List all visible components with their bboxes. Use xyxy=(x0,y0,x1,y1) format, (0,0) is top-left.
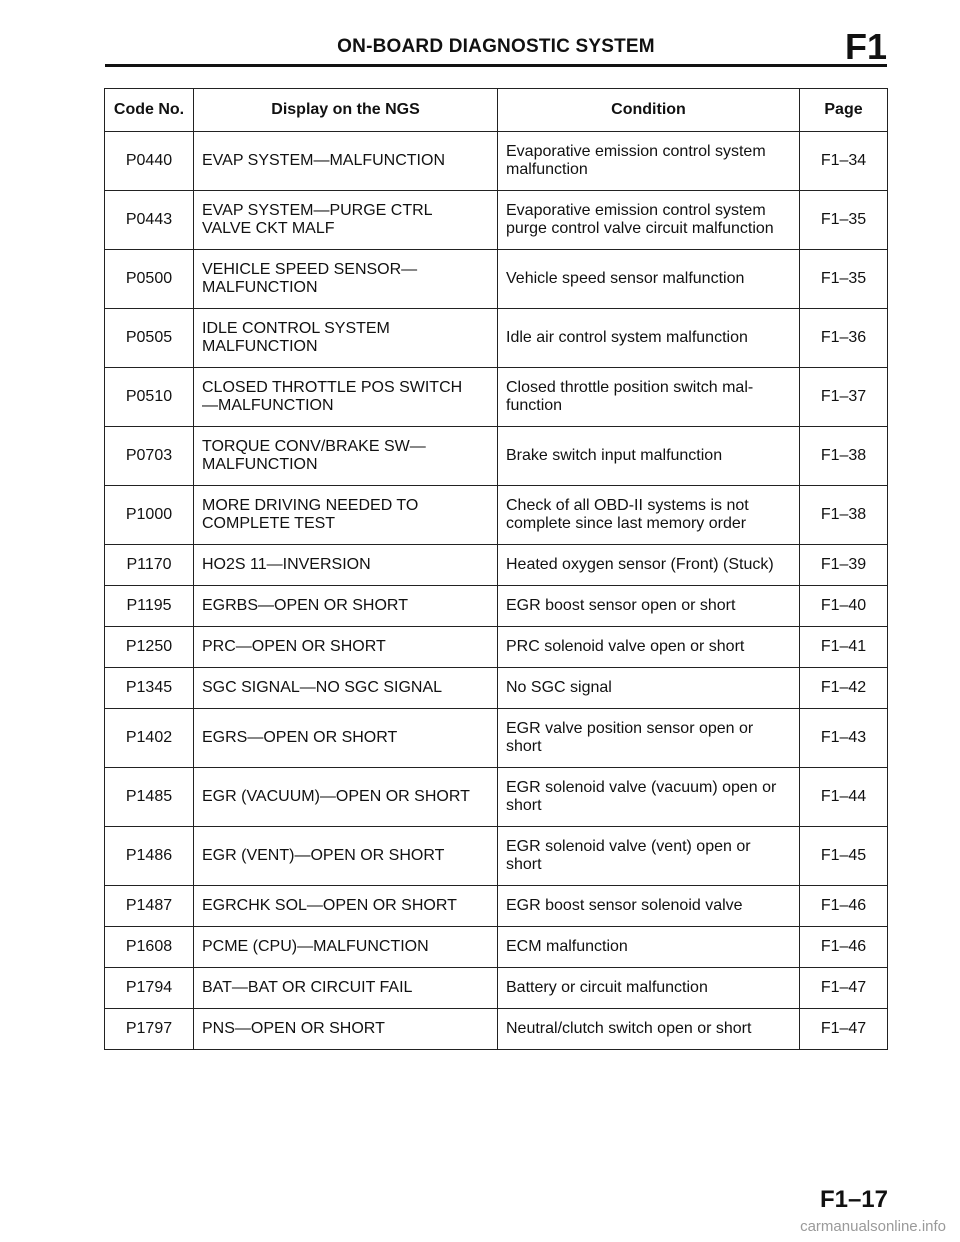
display-cell: EGRBS—OPEN OR SHORT xyxy=(194,586,498,627)
display-cell: PNS—OPEN OR SHORT xyxy=(194,1009,498,1050)
page-cell: F1–44 xyxy=(800,768,888,827)
page-cell: F1–37 xyxy=(800,368,888,427)
condition-cell: ECM malfunction xyxy=(498,927,800,968)
display-cell: EVAP SYSTEM—PURGE CTRL VALVE CKT MALF xyxy=(194,191,498,250)
table-row xyxy=(105,668,888,709)
table-row xyxy=(105,827,888,886)
table-row xyxy=(105,886,888,927)
page-cell: F1–35 xyxy=(800,191,888,250)
table-row xyxy=(105,191,888,250)
display-cell: CLOSED THROTTLE POS SWITCH —MALFUNCTION xyxy=(194,368,498,427)
condition-cell: Closed throttle position switch mal- function xyxy=(498,368,800,427)
code-cell: P1608 xyxy=(105,927,194,968)
page-cell: F1–38 xyxy=(800,486,888,545)
code-cell: P1486 xyxy=(105,827,194,886)
code-cell: P1487 xyxy=(105,886,194,927)
table-row xyxy=(105,768,888,827)
table-row xyxy=(105,250,888,309)
table-row xyxy=(105,627,888,668)
table-row xyxy=(105,309,888,368)
code-cell: P0440 xyxy=(105,132,194,191)
table-row xyxy=(105,486,888,545)
display-cell: PRC—OPEN OR SHORT xyxy=(194,627,498,668)
table-row xyxy=(105,132,888,191)
page-cell: F1–38 xyxy=(800,427,888,486)
condition-cell: No SGC signal xyxy=(498,668,800,709)
condition-cell: Heated oxygen sensor (Front) (Stuck) xyxy=(498,545,800,586)
page-cell: F1–35 xyxy=(800,250,888,309)
condition-cell: Brake switch input malfunction xyxy=(498,427,800,486)
condition-cell: PRC solenoid valve open or short xyxy=(498,627,800,668)
section-code: F1 xyxy=(844,26,887,67)
code-cell: P1797 xyxy=(105,1009,194,1050)
display-cell: PCME (CPU)—MALFUNCTION xyxy=(194,927,498,968)
code-cell: P1485 xyxy=(105,768,194,827)
column-header-display: Display on the NGS xyxy=(194,89,498,132)
display-cell: EGRS—OPEN OR SHORT xyxy=(194,709,498,768)
display-cell: EGR (VACUUM)—OPEN OR SHORT xyxy=(194,768,498,827)
page-cell: F1–41 xyxy=(800,627,888,668)
condition-cell: EGR boost sensor open or short xyxy=(498,586,800,627)
column-header-condition: Condition xyxy=(498,89,800,132)
page-cell: F1–36 xyxy=(800,309,888,368)
code-cell: P1170 xyxy=(105,545,194,586)
condition-cell: Vehicle speed sensor malfunction xyxy=(498,250,800,309)
code-cell: P0500 xyxy=(105,250,194,309)
page-number: F1–17 xyxy=(819,1186,888,1213)
display-cell: TORQUE CONV/BRAKE SW— MALFUNCTION xyxy=(194,427,498,486)
display-cell: SGC SIGNAL—NO SGC SIGNAL xyxy=(194,668,498,709)
code-cell: P1195 xyxy=(105,586,194,627)
page-cell: F1–34 xyxy=(800,132,888,191)
table-row xyxy=(105,427,888,486)
page-cell: F1–47 xyxy=(800,1009,888,1050)
page-cell: F1–46 xyxy=(800,927,888,968)
code-cell: P1000 xyxy=(105,486,194,545)
page-header xyxy=(105,26,887,67)
page-title: ON-BOARD DIAGNOSTIC SYSTEM xyxy=(337,36,655,57)
display-cell: MORE DRIVING NEEDED TO COMPLETE TEST xyxy=(194,486,498,545)
display-cell: VEHICLE SPEED SENSOR— MALFUNCTION xyxy=(194,250,498,309)
display-cell: EGR (VENT)—OPEN OR SHORT xyxy=(194,827,498,886)
condition-cell: Evaporative emission control system purge control valve circuit malfunction xyxy=(498,191,800,250)
table-row xyxy=(105,545,888,586)
condition-cell: EGR valve position sensor open or short xyxy=(498,709,800,768)
display-cell: IDLE CONTROL SYSTEM MALFUNCTION xyxy=(194,309,498,368)
display-cell: HO2S 11—INVERSION xyxy=(194,545,498,586)
condition-cell: EGR solenoid valve (vent) open or short xyxy=(498,827,800,886)
code-cell: P1345 xyxy=(105,668,194,709)
table-row xyxy=(105,586,888,627)
table-row xyxy=(105,1009,888,1050)
column-header-code: Code No. xyxy=(105,89,194,132)
page-cell: F1–39 xyxy=(800,545,888,586)
watermark: carmanualsonline.info xyxy=(800,1218,946,1235)
condition-cell: Evaporative emission control system malfunction xyxy=(498,132,800,191)
diagnostic-code-table xyxy=(104,88,888,1050)
code-cell: P0510 xyxy=(105,368,194,427)
table-row xyxy=(105,709,888,768)
page-cell: F1–42 xyxy=(800,668,888,709)
page-cell: F1–40 xyxy=(800,586,888,627)
display-cell: BAT—BAT OR CIRCUIT FAIL xyxy=(194,968,498,1009)
table-row xyxy=(105,968,888,1009)
table-row xyxy=(105,368,888,427)
code-cell: P0443 xyxy=(105,191,194,250)
condition-cell: Neutral/clutch switch open or short xyxy=(498,1009,800,1050)
page-cell: F1–46 xyxy=(800,886,888,927)
condition-cell: EGR boost sensor solenoid valve xyxy=(498,886,800,927)
code-cell: P1250 xyxy=(105,627,194,668)
condition-cell: Idle air control system malfunction xyxy=(498,309,800,368)
condition-cell: Check of all OBD-II systems is not complete since last memory order xyxy=(498,486,800,545)
code-cell: P1794 xyxy=(105,968,194,1009)
condition-cell: EGR solenoid valve (vacuum) open or short xyxy=(498,768,800,827)
display-cell: EVAP SYSTEM—MALFUNCTION xyxy=(194,132,498,191)
code-cell: P1402 xyxy=(105,709,194,768)
page-cell: F1–45 xyxy=(800,827,888,886)
display-cell: EGRCHK SOL—OPEN OR SHORT xyxy=(194,886,498,927)
table-header-row xyxy=(105,89,888,132)
code-cell: P0505 xyxy=(105,309,194,368)
code-cell: P0703 xyxy=(105,427,194,486)
table-body xyxy=(105,132,888,1050)
column-header-page: Page xyxy=(800,89,888,132)
page-cell: F1–43 xyxy=(800,709,888,768)
table-row xyxy=(105,927,888,968)
page-cell: F1–47 xyxy=(800,968,888,1009)
condition-cell: Battery or circuit malfunction xyxy=(498,968,800,1009)
